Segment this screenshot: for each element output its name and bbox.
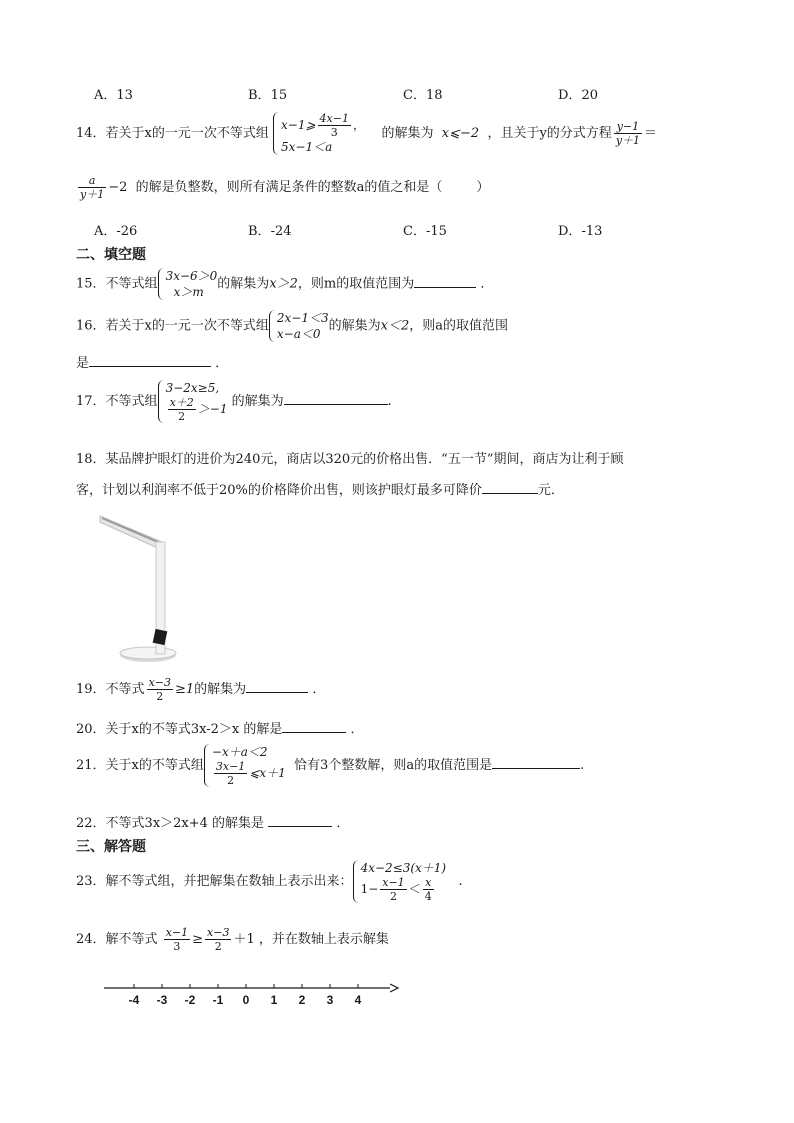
number-line-label: -3 [156,993,168,1007]
q19-answer-blank [246,692,308,693]
question-16-line1: 16．若关于x的一元一次不等式组 2x−1＜3 x−a＜0 的解集为x＜2，则a的取值范围 [76,311,509,341]
q13-option-a: A．13 [94,88,133,103]
question-18-line1: 18．某品牌护眼灯的进价为240元，商店以320元的价格出售．“五一节”期间，商店为让利于顾 [76,452,624,467]
number-line-label: -4 [128,993,140,1007]
q18-answer-blank [482,493,538,494]
q14-system: x−1⩾ $\frac{4x-1}{3}$ ， 5x−1＜a [273,112,365,155]
question-16-line2: 是 ． [76,356,229,371]
q16-system: 2x−1＜3 x−a＜0 [269,310,329,342]
question-23: 23．解不等式组，并把解集在数轴上表示出来： 4x−2≤3(x＋1) 1− $\frac{x-1}{2}$ ＜ $\frac{x}{4}$ . [76,861,463,903]
section-heading-solve: 三、解答题 [76,839,146,855]
q15-answer-blank [414,287,476,288]
question-15: 15．不等式组 3x−6＞0 x＞m 的解集为x＞2，则m的取值范围为 ． [76,269,494,299]
q14-option-a: A．-26 [94,224,138,239]
q14-option-d: D．-13 [558,224,603,239]
q20-answer-blank [282,732,346,733]
question-19: 19．不等式 $\frac{x-3}{2}$ ≥1的解集为 ． [76,676,326,703]
question-24: 24．解不等式 $\frac{x-1}{3}$ ≥ $\frac{x-3}{2}$ ＋1 ，并在数轴上表示解集 [76,926,389,953]
q13-option-b: B．15 [248,88,288,103]
number-line [100,976,400,1016]
q14-option-c: C．-15 [403,224,447,239]
q21-system: −x＋a＜2 $\frac{3x-1}{2}$ ⩽x＋1 [204,744,286,787]
question-21: 21．关于x的不等式组 −x＋a＜2 $\frac{3x-1}{2}$ ⩽x＋1 恰有3个整数解，则a的取值范围是 . [76,745,585,787]
q14-option-b: B．-24 [248,224,292,239]
q23-system: 4x−2≤3(x＋1) 1− $\frac{x-1}{2}$ ＜ $\frac{x}{4}$ [353,860,447,903]
q22-answer-blank [268,826,332,827]
question-17: 17．不等式组 3−2x≥5, $\frac{x+2}{2}$ ＞−1 的解集为 . [76,381,392,423]
q15-system: 3x−6＞0 x＞m [158,268,218,300]
desk-lamp-image [90,506,190,668]
number-line-label: 2 [298,993,306,1007]
q13-option-d: D．20 [558,88,598,103]
question-22: 22．不等式3x＞2x+4 的解集是 ． [76,816,350,831]
number-line-label: 4 [354,993,362,1007]
number-line-label: 1 [270,993,278,1007]
number-line-label: 3 [326,993,334,1007]
section-heading-fill-in: 二、填空题 [76,247,146,263]
number-line-label: 0 [242,993,250,1007]
q21-answer-blank [492,768,580,769]
q16-answer-blank [89,366,211,367]
question-20: 20．关于x的不等式3x-2＞x 的解是 ． [76,722,364,737]
q13-option-c: C．18 [403,88,443,103]
number-line-label: -1 [212,993,224,1007]
q17-system: 3−2x≥5, $\frac{x+2}{2}$ ＞−1 [158,380,228,423]
q17-answer-blank [284,404,388,405]
question-14-line1: 14．若关于x的一元一次不等式组 x−1⩾ $\frac{4x-1}{3}$ ， 5x−1＜a 的解集为 x⩽−2 ，且关于y的分式方程 $\frac{y-1}{y+1}$ ＝ [76,112,658,154]
question-14-line2: $\frac{a}{y+1}$ −2 的解是负整数，则所有满足条件的整数a的值之和是（ ） [80,174,490,201]
number-line-label: -2 [184,993,196,1007]
question-18-line2: 客，计划以利润率不低于20%的价格降价出售，则该护眼灯最多可降价 元． [76,483,564,498]
